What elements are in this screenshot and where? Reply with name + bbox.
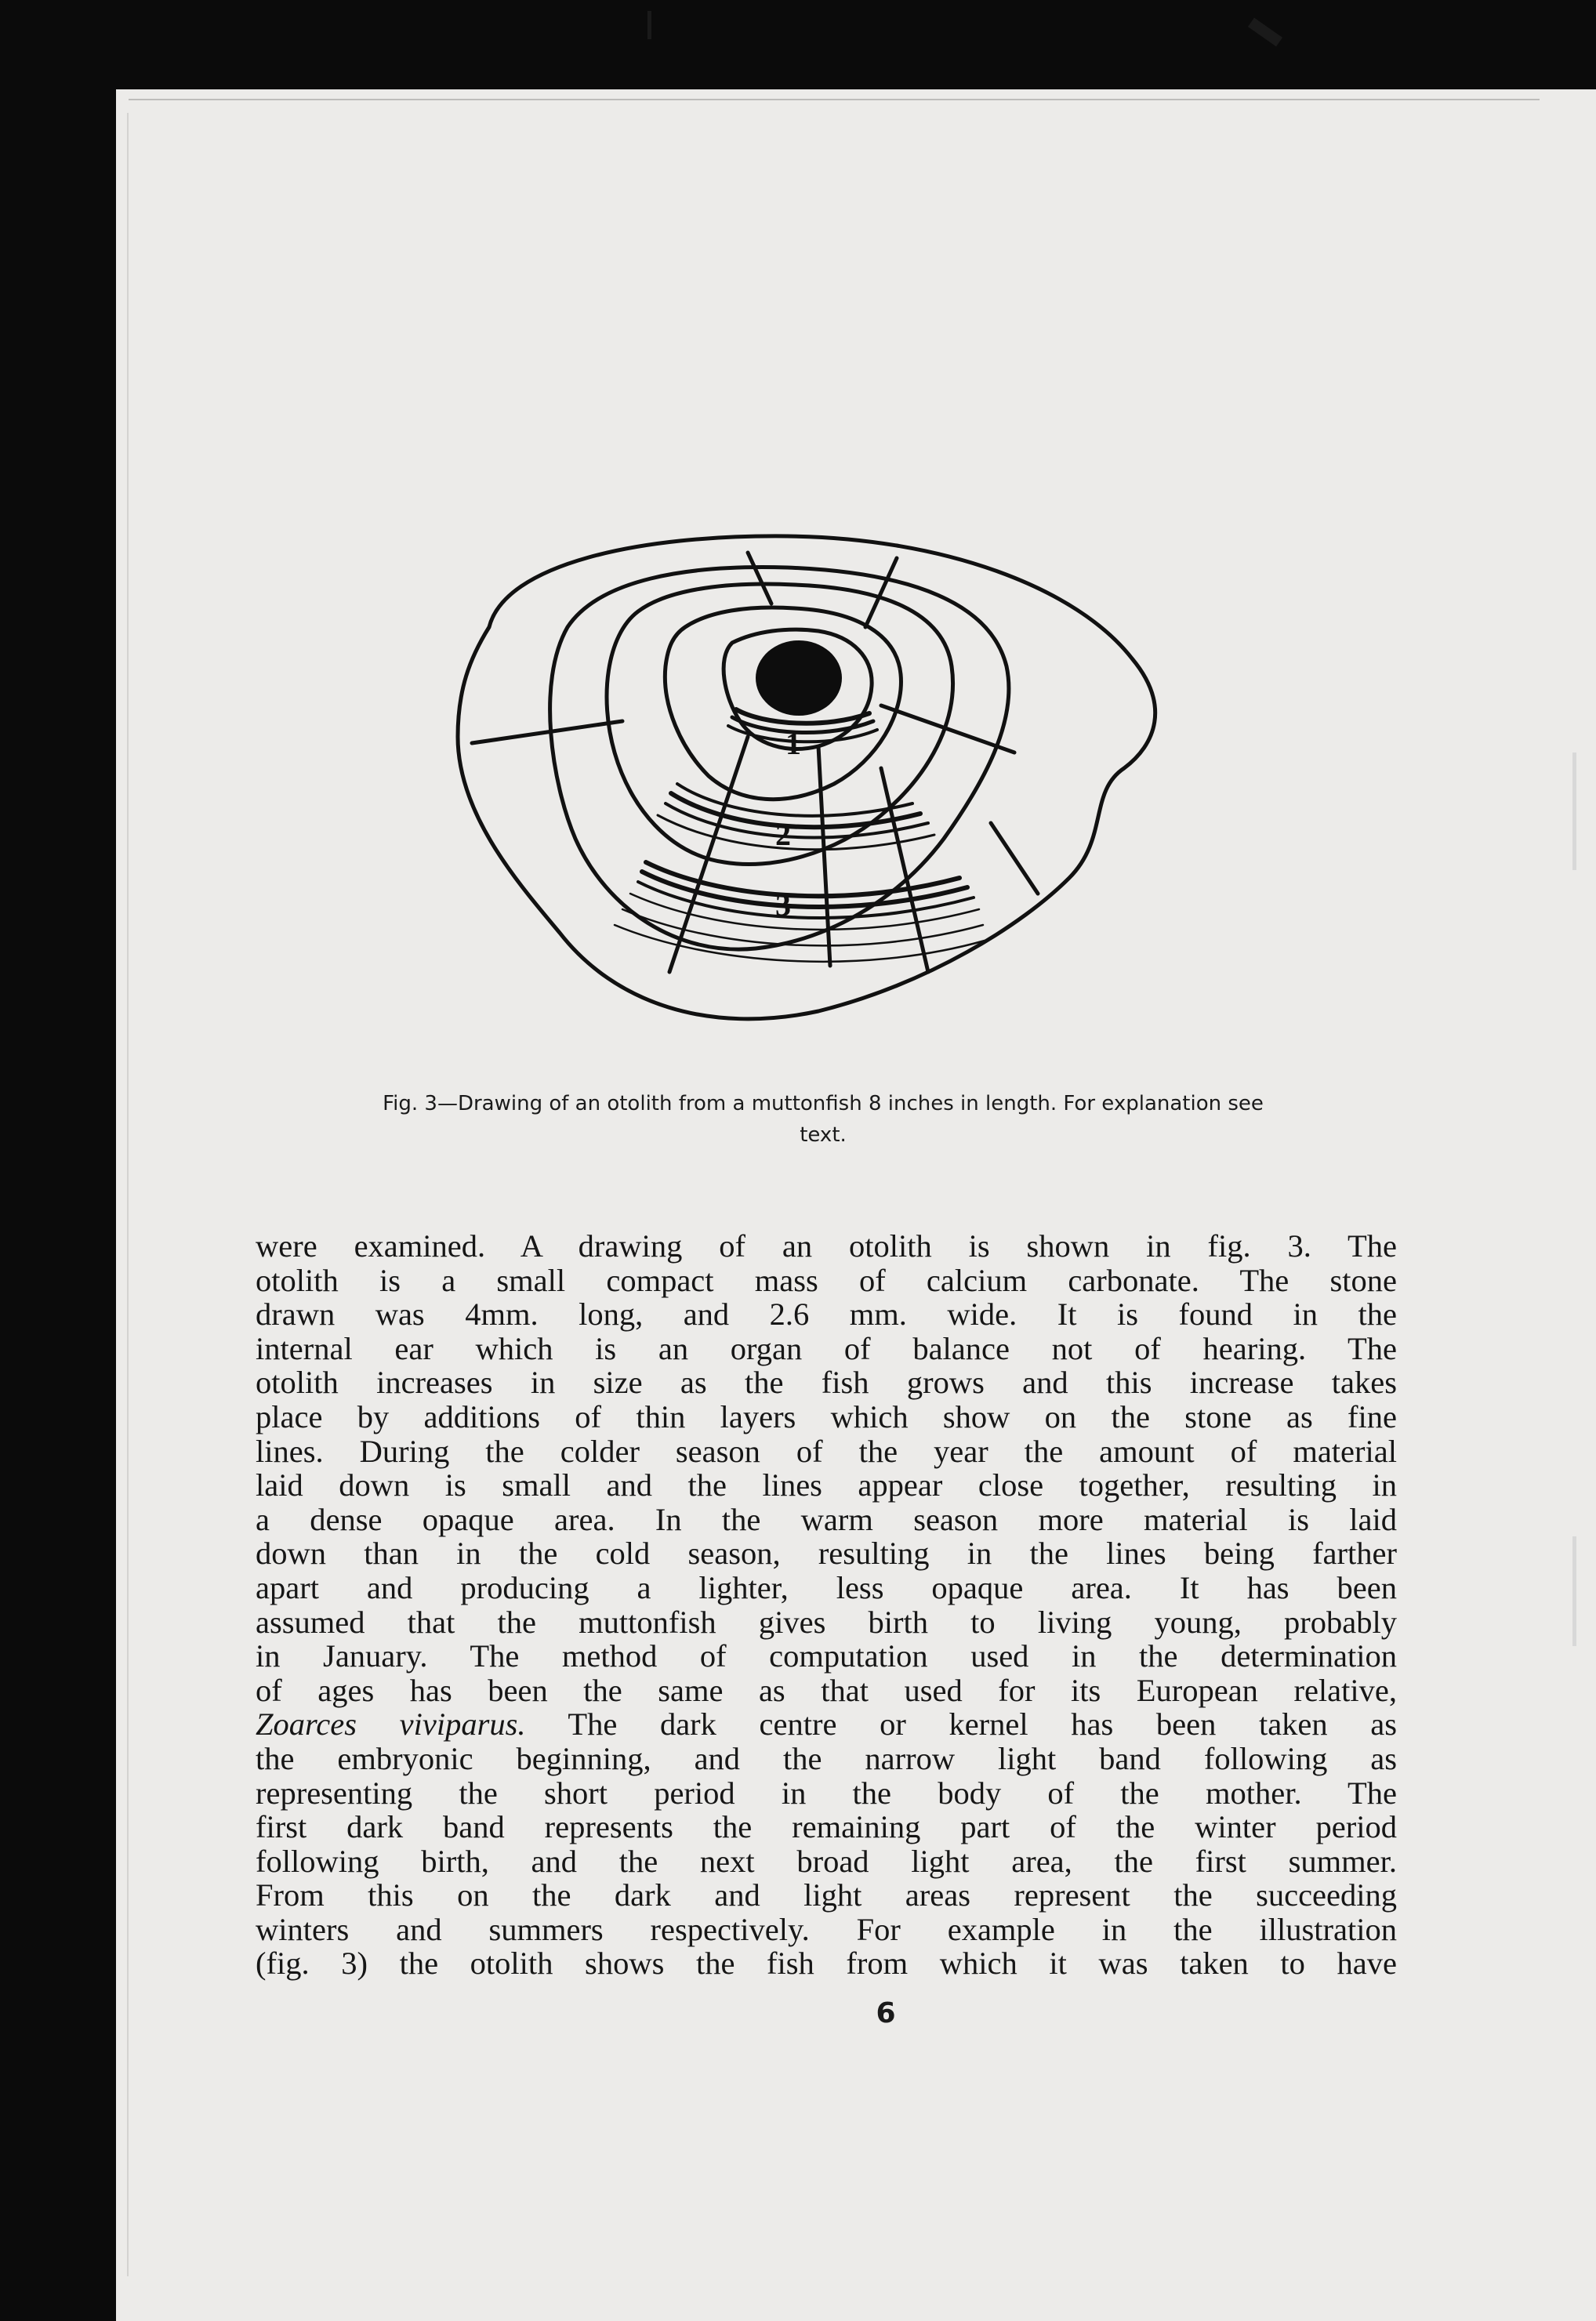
scan-mark xyxy=(647,11,651,39)
text-line: otolith is a small compact mass of calcium carbonate. The stone xyxy=(256,1262,1397,1298)
text-line: internal ear which is an organ of balance not of hearing. The xyxy=(256,1330,1397,1366)
text-line: apart and producing a lighter, less opaque area. It has been xyxy=(256,1569,1397,1605)
text-line: of ages has been the same as that used for its European relative, xyxy=(256,1672,1397,1708)
text-line: otolith increases in size as the fish grows and this increase takes xyxy=(256,1365,1397,1401)
radial-line xyxy=(669,737,748,972)
text-line: down than in the cold season, resulting in the lines being farther xyxy=(256,1536,1397,1572)
ring-label-1: 1 xyxy=(785,726,801,761)
book-page xyxy=(116,89,1596,2321)
ring-label-3: 3 xyxy=(775,887,791,923)
radial-line xyxy=(472,721,622,743)
species-name: Zoarces viviparus. xyxy=(256,1706,526,1743)
radial-line xyxy=(991,823,1038,894)
page-number: 6 xyxy=(876,1997,896,2029)
caption-line-2: text. xyxy=(800,1123,847,1147)
text-line: assumed that the muttonfish gives birth to living young, probably xyxy=(256,1604,1397,1640)
ring-label-2: 2 xyxy=(775,817,791,852)
text-line: the embryonic beginning, and the narrow light band following as xyxy=(256,1740,1397,1776)
dark-kernel xyxy=(756,640,842,716)
text-line xyxy=(256,1707,1397,1742)
page-top-edge xyxy=(129,99,1540,100)
text-line: following birth, and the next broad light area, the first summer. xyxy=(256,1843,1397,1879)
figure-caption xyxy=(251,1088,1395,1151)
radial-line xyxy=(748,553,771,604)
text-line: in January. The method of computation used in the determination xyxy=(256,1638,1397,1674)
caption-line-1: Fig. 3—Drawing of an otolith from a muttonfish 8 inches in length. For explanation see xyxy=(383,1092,1264,1115)
text-line: winters and summers respectively. For example in the illustration xyxy=(256,1911,1397,1947)
scan-mark xyxy=(1248,18,1282,47)
otolith-drawing xyxy=(379,470,1218,1050)
text-line: drawn was 4mm. long, and 2.6 mm. wide. It is found in the xyxy=(256,1296,1397,1333)
text-line: (fig. 3) the otolith shows the fish from which it was taken to have xyxy=(256,1946,1397,1982)
otolith-figure xyxy=(379,470,1218,1050)
body-paragraph xyxy=(256,1229,1397,1981)
scan-mark xyxy=(1572,753,1576,870)
text-line: were examined. A drawing of an otolith is shown in fig. 3. The xyxy=(256,1228,1397,1264)
text-line: a dense opaque area. In the warm season more material is laid xyxy=(256,1501,1397,1537)
text-line: place by additions of thin layers which show on the stone as fine xyxy=(256,1398,1397,1434)
text-line: representing the short period in the body of the mother. The xyxy=(256,1775,1397,1811)
page-left-edge xyxy=(127,113,129,2276)
text-line: laid down is small and the lines appear close together, resulting in xyxy=(256,1467,1397,1503)
text-fragment: The dark centre or kernel has been taken as xyxy=(525,1706,1398,1743)
text-line: From this on the dark and light areas represent the succeeding xyxy=(256,1877,1397,1913)
text-line: first dark band represents the remaining part of the winter period xyxy=(256,1809,1397,1845)
scan-mark xyxy=(1572,1536,1576,1646)
text-line: lines. During the colder season of the year the amount of material xyxy=(256,1433,1397,1469)
